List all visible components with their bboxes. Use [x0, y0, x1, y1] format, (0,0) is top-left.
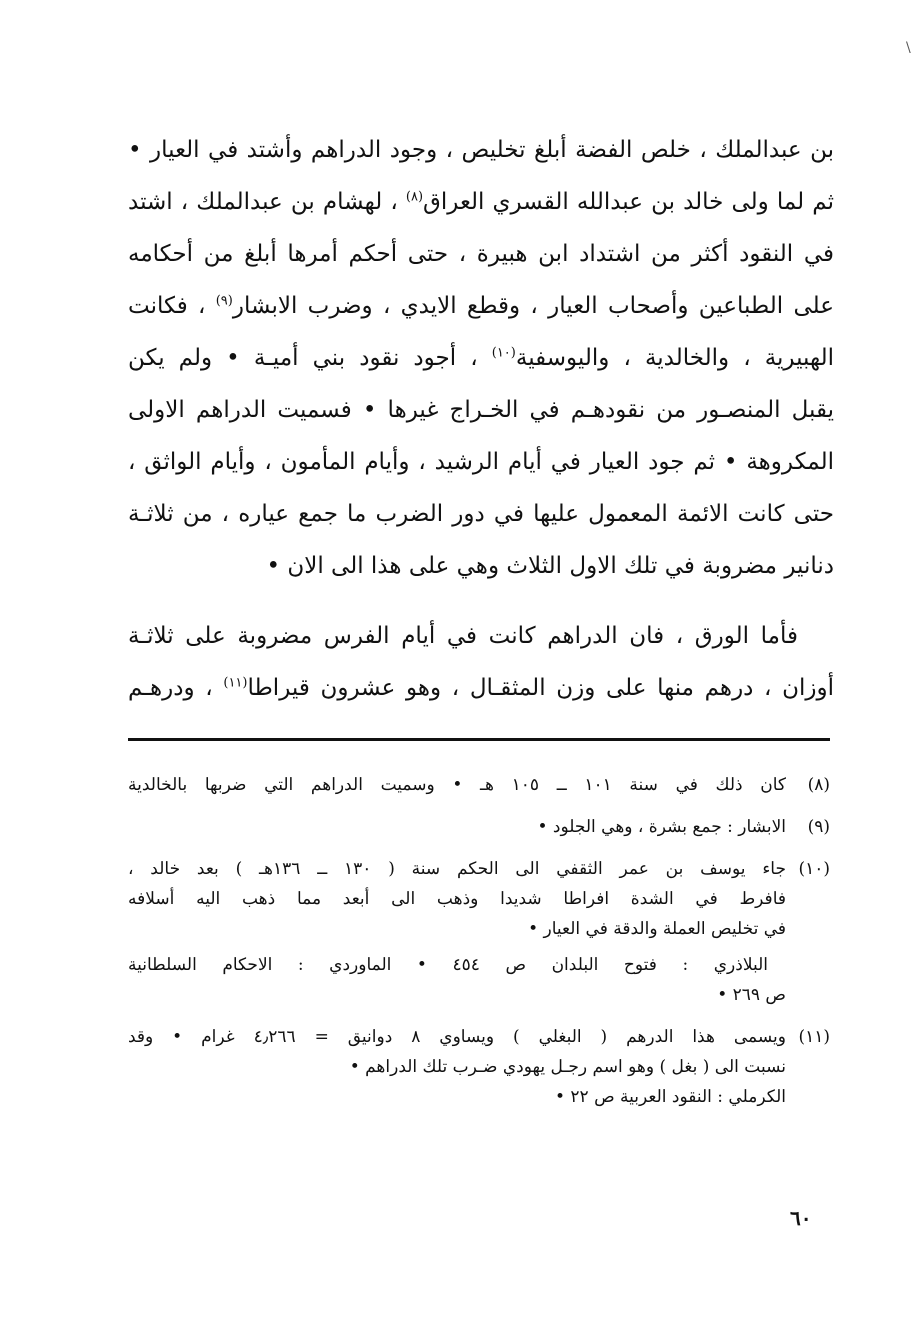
margin-mark: \ [906, 40, 911, 56]
footnote-line: نسبت الى ( بغل ) وهو اسم رجـل يهودي ضـرب تلك الدراهم • [349, 1057, 786, 1077]
text-line: حتى كانت الائمة المعمول عليها في دور الضرب ما جمع عياره ، من ثلاثـة [128, 501, 834, 527]
footnotes [128, 770, 830, 1124]
footnote-ref-11[interactable]: (١١) [223, 675, 248, 691]
footnote-separator [128, 738, 830, 741]
text-line: المكروهة • ثم جود العيار في أيام الرشيد ، وأيام المأمون ، وأيام الواثق ، [128, 449, 834, 475]
paragraph-gap [128, 592, 834, 610]
text-segment: ، لهشام بن عبدالملك ، اشتد [128, 189, 398, 215]
text-line [128, 280, 834, 332]
text-line [128, 662, 834, 714]
text-segment: أوزان ، درهم منها على وزن المثقـال ، وهو عشرون قيراطا [247, 675, 835, 701]
page-number: ٦٠ [790, 1206, 812, 1230]
text-segment: ، أجود نقود بني أميـة • ولم يكن [128, 345, 478, 371]
footnote-8 [128, 770, 830, 800]
footnote-9 [128, 812, 830, 842]
footnote-line: جاء يوسف بن عمر الثقفي الى الحكم سنة ( ١٣٠ ــ ١٣٦هـ ) بعد خالد ، [128, 859, 786, 879]
text-segment: على الطباعين وأصحاب العيار ، وقطع الايدي ، وضرب الابشار [232, 293, 834, 319]
text-line [128, 176, 834, 228]
footnote-number: (٩) [807, 817, 830, 837]
footnote-body [128, 854, 786, 1010]
footnote-source-line: ص ٢٦٩ • [717, 985, 786, 1005]
text-segment: ، ودرهـم [128, 675, 213, 701]
footnote-source-line: البلاذري : فتوح البلدان ص ٤٥٤ • الماوردي : الاحكام السلطانية [128, 955, 768, 975]
footnote-number: (١٠) [798, 859, 830, 879]
footnote-line: ويسمى هذا الدرهم ( البغلي ) ويساوي ٨ دوانيق = ٤٫٢٦٦ غرام • وقد [128, 1027, 786, 1047]
text-segment: الهبيرية ، والخالدية ، واليوسفية [515, 345, 834, 371]
footnote-number: (٨) [807, 775, 830, 795]
footnote-10 [128, 854, 830, 1010]
text-line: في النقود أكثر من اشتداد ابن هبيرة ، حتى أحكم أمرها أبلغ من أحكامه [128, 241, 834, 267]
footnote-line: فافرط في الشدة افراطا شديدا وذهب الى أبعد مما ذهب اليه أسلافه [128, 889, 786, 909]
footnote-line: في تخليص العملة والدقة في العيار • [528, 919, 786, 939]
text-segment: ثم لما ولى خالد بن عبدالله القسري العراق [423, 189, 835, 215]
footnote-ref-9[interactable]: (٩) [215, 293, 233, 309]
text-line: فأما الورق ، فان الدراهم كانت في أيام الفرس مضروبة على ثلاثـة [128, 623, 798, 649]
footnote-body [128, 1022, 786, 1112]
text-line [128, 332, 834, 384]
text-line: دنانير مضروبة في تلك الاول الثلاث وهي على هذا الى الان • [266, 553, 834, 579]
footnote-line: الكرملي : النقود العربية ص ٢٢ • [554, 1087, 786, 1107]
text-line: يقبل المنصـور من نقودهـم في الخـراج غيرها • فسميت الدراهم الاولى [128, 397, 834, 423]
footnote-ref-10[interactable]: (١٠) [491, 345, 516, 361]
footnote-body [128, 770, 786, 800]
footnote-line: الابشار : جمع بشرة ، وهي الجلود • [537, 817, 786, 837]
text-segment: ، فكانت [128, 293, 206, 319]
footnote-ref-8[interactable]: (٨) [405, 189, 424, 205]
text-line: بن عبدالملك ، خلص الفضة أبلغ تخليص ، وجود الدراهم وأشتد في العيار • [128, 137, 834, 163]
main-text [128, 124, 834, 714]
footnote-line: كان ذلك في سنة ١٠١ ــ ١٠٥ هـ • وسميت الدراهم التي ضربها بالخالدية [128, 775, 787, 795]
footnote-number: (١١) [798, 1027, 830, 1047]
footnote-11 [128, 1022, 830, 1112]
footnote-body [128, 812, 786, 842]
